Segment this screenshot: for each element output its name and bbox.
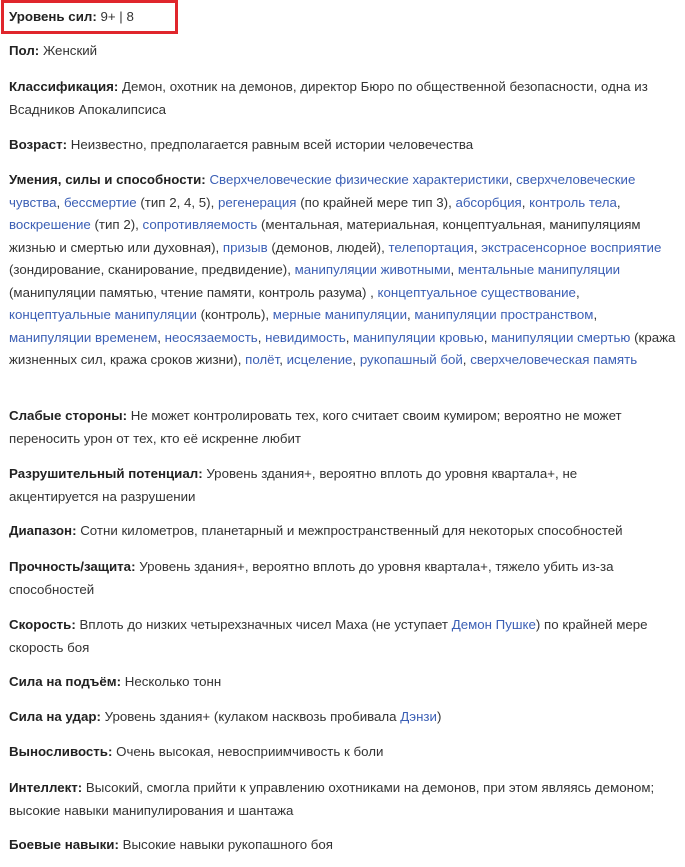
ability-link[interactable]: исцеление [286,352,353,367]
ability-text: , [345,329,354,345]
durability-value: Уровень здания+, вероятно вплоть до уровня квартала+, тяжело убить из-за способностей [9,559,614,597]
ability-link[interactable]: сверхчеловеческие чувства [9,172,636,210]
age-row [9,134,473,157]
range-label: Диапазон: [9,523,77,538]
power-level-label: Уровень сил: [9,9,97,24]
range-row [9,520,623,543]
ability-link[interactable]: воскрешение [9,217,91,232]
ability-link[interactable]: призыв [222,239,268,255]
ability-link[interactable]: абсорбция [455,194,522,210]
gender-label: Пол: [9,43,40,58]
weaknesses-label: Слабые стороны: [9,408,128,423]
ability-text: , [462,352,471,367]
ability-link[interactable]: рукопашный бой [359,352,463,367]
ability-text: (контроль), [196,307,273,322]
speed-text-before: Вплоть до низких четырехзначных чисел Маха (не уступает [79,617,452,632]
speed-label: Скорость: [9,617,76,632]
abilities-row [9,169,677,372]
speed-link[interactable]: Демон Пушке [451,617,536,632]
ability-link[interactable]: манипуляции кровью [353,329,484,345]
ability-text: , [473,239,482,255]
gender-row [9,40,97,63]
weaknesses-value: Не может контролировать тех, кого считает своим кумиром; вероятно не может переносить урон от тех, кто её искренне любит [9,408,622,446]
classification-label: Классификация: [9,79,119,94]
durability-row [9,556,649,601]
age-value: Неизвестно, предполагается равным всей истории человечества [70,137,474,152]
ability-text: (ментальная, материальная, концептуальная, манипуляциям жизнью и смертью или духовная), [9,217,641,255]
age-label: Возраст: [9,137,68,152]
ability-text: (тип 2), [90,217,143,232]
destructive-potential-row [9,463,669,508]
ability-link[interactable]: неосязаемость [164,329,258,345]
ability-text: , [593,307,598,322]
striking-strength-label: Сила на удар: [9,709,101,724]
ability-link[interactable]: мерные манипуляции [272,307,408,322]
ability-link[interactable]: телепортация [388,239,474,255]
classification-row [9,76,669,121]
ability-text: (зондирование, сканирование, предвидение), [9,262,295,277]
ability-link[interactable]: полёт [245,352,280,367]
ability-link[interactable]: концептуальные манипуляции [9,307,197,322]
stamina-label: Выносливость: [9,744,113,759]
ability-link[interactable]: невидимость [265,329,346,345]
lifting-strength-row [9,671,221,694]
striking-strength-text-before: Уровень здания+ (кулаком насквозь пробивала [104,709,401,724]
abilities-list [9,172,675,367]
weaknesses-row [9,405,669,450]
ability-link[interactable]: манипуляции смертью [491,329,631,345]
classification-value: Демон, охотник на демонов, директор Бюро по общественной безопасности, одна из Всадников Апокалипсиса [9,79,648,117]
ability-link[interactable]: бессмертие [63,194,137,210]
gender-value: Женский [42,43,98,58]
striking-strength-text-after: ) [436,709,442,724]
ability-text: (тип 2, 4, 5), [136,194,218,210]
ability-text: , [575,284,580,300]
ability-link[interactable]: контроль тела [529,194,617,210]
ability-text: , [521,194,530,210]
ability-text: , [483,329,492,345]
durability-label: Прочность/защита: [9,559,136,574]
combat-skills-row [9,834,333,857]
ability-link[interactable]: регенерация [217,194,297,210]
combat-skills-value: Высокие навыки рукопашного боя [122,837,333,852]
ability-text: (манипуляции памятью, чтение памяти, контроль разума) , [9,284,378,300]
ability-text: (кража жизненных сил, кража сроков жизни), [9,329,676,367]
ability-text: , [157,329,165,345]
ability-link[interactable]: ментальные манипуляции [457,262,621,277]
ability-text: , [407,307,415,322]
ability-text: , [352,352,360,367]
ability-link[interactable]: манипуляции временем [9,329,158,345]
ability-link[interactable]: манипуляции пространством [414,307,594,322]
ability-text: (по крайней мере тип 3), [296,194,456,210]
ability-text: , [257,329,266,345]
ability-text: , [616,194,621,210]
ability-link[interactable]: концептуальное существование [377,284,576,300]
destructive-potential-label: Разрушительный потенциал: [9,466,203,481]
ability-text: , [56,194,64,210]
abilities-label: Умения, силы и способности: [9,172,206,187]
ability-link[interactable]: Сверхчеловеческие физические характеристики [209,172,509,187]
stamina-row [9,741,383,764]
range-value: Сотни километров, планетарный и межпространственный для некоторых способностей [80,523,623,538]
speed-row [9,614,669,659]
lifting-strength-label: Сила на подъём: [9,674,122,689]
striking-strength-row [9,706,441,729]
intelligence-label: Интеллект: [9,780,83,795]
ability-link[interactable]: экстрасенсорное восприятие [481,239,662,255]
speed-text-after: ) по крайней мере скорость боя [9,617,648,655]
destructive-potential-value: Уровень здания+, вероятно вплоть до уровня квартала+, не акцентируется на разрушении [9,466,578,504]
ability-text: , [279,352,287,367]
lifting-strength-value: Несколько тонн [124,674,222,689]
ability-text: , [508,172,517,187]
ability-text: (демонов, людей), [267,239,389,255]
ability-link[interactable]: сверхчеловеческая память [470,352,638,367]
striking-strength-link[interactable]: Дэнзи [400,709,437,724]
power-level-value: 9+ | 8 [100,9,134,24]
ability-link[interactable]: сопротивляемость [142,217,258,232]
intelligence-value: Высокий, смогла прийти к управлению охотниками на демонов, при этом являясь демоном; высокие навыки манипулирования и шантажа [9,780,655,818]
combat-skills-label: Боевые навыки: [9,837,119,852]
ability-text: , [450,262,458,277]
intelligence-row [9,777,669,822]
stamina-value: Очень высокая, невосприимчивость к боли [116,744,384,759]
power-level-row [9,6,134,29]
ability-link[interactable]: манипуляции животными [294,262,451,277]
